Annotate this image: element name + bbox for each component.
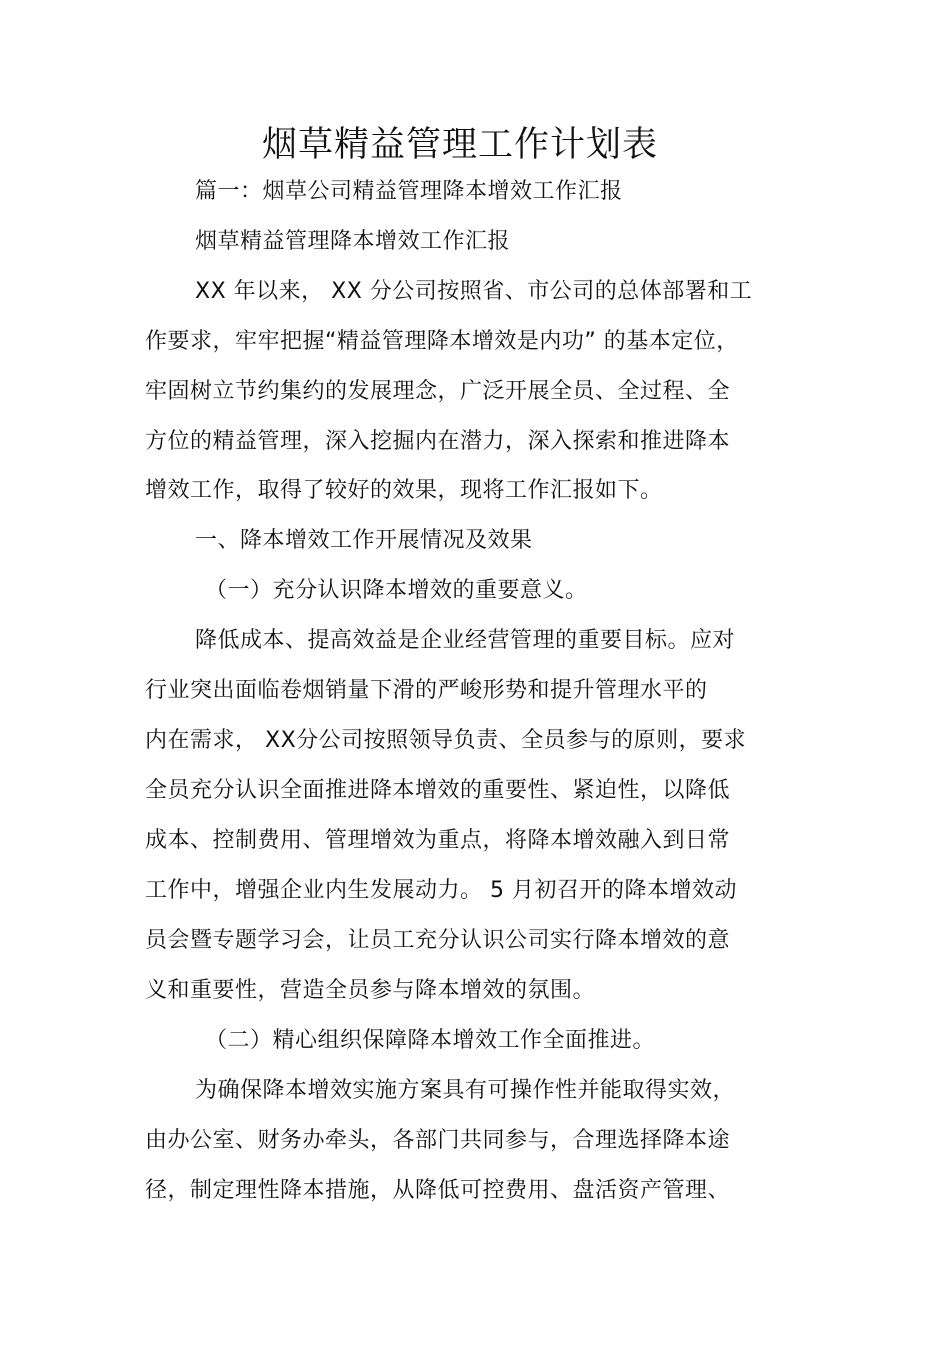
paragraph-line: 行业突出面临卷烟销量下滑的严峻形势和提升管理水平的 xyxy=(145,678,708,703)
paragraph-line: XX 年以来， XX 分公司按照省、市公司的总体部署和工 xyxy=(195,279,753,304)
paragraph-line: 径，制定理性降本措施，从降低可控费用、盘活资产管理、 xyxy=(145,1178,731,1203)
paragraph-line: 降低成本、提高效益是企业经营管理的重要目标。应对 xyxy=(195,628,736,653)
paragraph-line: 为确保降本增效实施方案具有可操作性并能取得实效， xyxy=(195,1078,736,1103)
paragraph-line: 内在需求， XX分公司按照领导负责、全员参与的原则，要求 xyxy=(145,728,747,753)
document-title: 烟草精益管理工作计划表 xyxy=(261,125,658,165)
paragraph-line: 义和重要性，营造全员参与降本增效的氛围。 xyxy=(145,978,596,1003)
paragraph-line: 成本、控制费用、管理增效为重点，将降本增效融入到日常 xyxy=(145,828,731,853)
subsection-heading: （一）充分认识降本增效的重要意义。 xyxy=(205,578,588,603)
section-heading: 一、降本增效工作开展情况及效果 xyxy=(195,528,533,553)
paragraph-line: 牢固树立节约集约的发展理念，广泛开展全员、全过程、全 xyxy=(145,379,731,404)
paragraph-line: 员会暨专题学习会，让员工充分认识公司实行降本增效的意 xyxy=(145,928,731,953)
paragraph-line: 全员充分认识全面推进降本增效的重要性、紧迫性，以降低 xyxy=(145,778,731,803)
article-heading: 篇一：烟草公司精益管理降本增效工作汇报 xyxy=(195,179,623,204)
report-title: 烟草精益管理降本增效工作汇报 xyxy=(195,229,511,254)
paragraph-line: 作要求，牢牢把握“精益管理降本增效是内功” 的基本定位， xyxy=(145,329,739,354)
paragraph-line: 由办公室、财务办牵头，各部门共同参与，合理选择降本途 xyxy=(145,1128,731,1153)
paragraph-line: 方位的精益管理，深入挖掘内在潜力，深入探索和推进降本 xyxy=(145,429,731,454)
subsection-heading: （二）精心组织保障降本增效工作全面推进。 xyxy=(205,1028,656,1053)
paragraph-line: 工作中，增强企业内生发展动力。 5 月初召开的降本增效动 xyxy=(145,878,737,903)
paragraph-line: 增效工作，取得了较好的效果，现将工作汇报如下。 xyxy=(145,478,663,503)
